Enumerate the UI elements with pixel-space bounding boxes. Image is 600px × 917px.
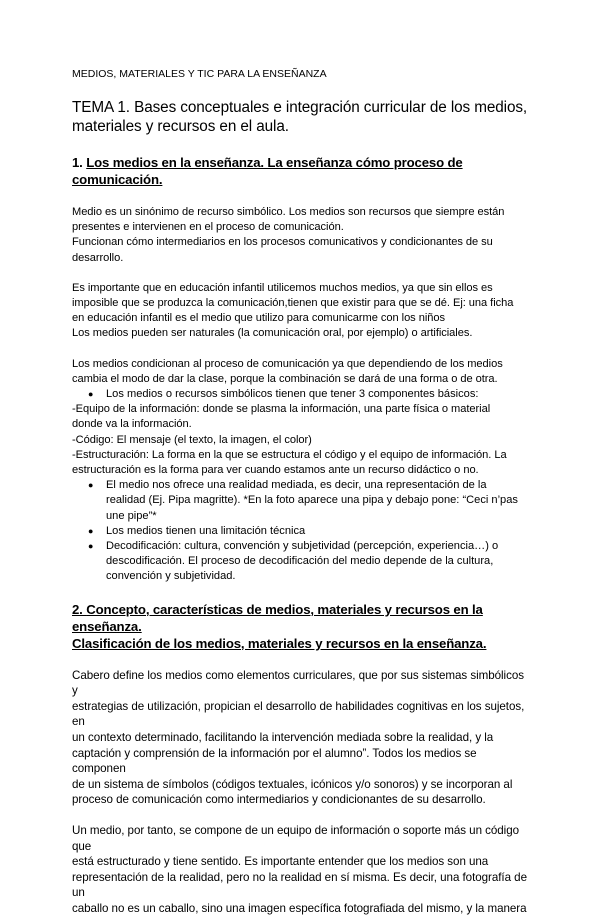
- text-line: une pipe”*: [106, 509, 157, 522]
- document-title: MEDIOS, MATERIALES Y TIC PARA LA ENSEÑANZA: [72, 68, 327, 80]
- bullet-icon: ●: [88, 541, 94, 552]
- tema-heading: [72, 98, 532, 136]
- text-line: donde va la información.: [72, 418, 192, 431]
- text-line: Un medio, por tanto, se compone de un equipo de información o soporte más un código que: [72, 824, 519, 853]
- section-2-title-line-2: Clasificación de los medios, materiales y recursos en la enseñanza.: [72, 635, 487, 651]
- text-line: un contexto determinado, facilitando la intervención mediada sobre la realidad, y la: [72, 731, 494, 745]
- text-line: descodificación. El proceso de decodificación del medio depende de la cultura,: [106, 555, 494, 568]
- text-line: Los medios pueden ser naturales (la comunicación oral, por ejemplo) o artificiales.: [72, 327, 473, 340]
- text-line: caballo no es un caballo, sino una imagen específica fotografiada del mismo, y la manera: [72, 901, 527, 915]
- section-2-paragraph-2: [72, 823, 532, 917]
- text-line: estructuración es la forma para ver cuando estamos ante un recurso didáctico o no.: [72, 464, 479, 477]
- text-line: El medio nos ofrece una realidad mediada, es decir, una representación de la: [106, 479, 487, 492]
- text-line: en educación infantil es el medio que utilizo para comunicarme con los niños: [72, 312, 445, 325]
- section-1-heading: [72, 154, 532, 188]
- section-1-paragraph-3: [72, 357, 532, 387]
- text-line: Cabero define los medios como elementos curriculares, que por sus sistemas simbólicos y: [72, 668, 524, 698]
- text-line: representación de la realidad, pero no la realidad en sí misma. Es decir, una fotografía de un: [72, 870, 527, 900]
- text-line: de un sistema de símbolos (códigos textuales, icónicos y/o sonoros) y se incorporan al: [72, 777, 513, 791]
- text-line: Los medios condicionan al proceso de comunicación ya que dependiendo de los medios: [72, 357, 503, 370]
- text-line: está estructurado y tiene sentido. Es importante entender que los medios son una: [72, 855, 489, 869]
- text-line: presentes e intervienen en el proceso de comunicación.: [72, 221, 344, 234]
- text-line: -Estructuración: La forma en la que se estructura el código y el equipo de información. La: [72, 448, 507, 461]
- text-line: estrategias de utilización, propician el desarrollo de habilidades cognitivas en los sujetos, en: [72, 699, 525, 729]
- list-item: [72, 539, 532, 585]
- text-line: -Equipo de la información: donde se plasma la información, una parte física o material: [72, 403, 491, 416]
- text-line: proceso de comunicación como intermediarios y condicionantes de su desarrollo.: [72, 793, 486, 807]
- section-2-heading: [72, 601, 532, 652]
- text-line: -Código: El mensaje (el texto, la imagen, el color): [72, 433, 312, 446]
- document-page: [72, 64, 532, 917]
- text-line: Decodificación: cultura, convención y subjetividad (percepción, experiencia…) o: [106, 540, 499, 553]
- text-line: convención y subjetividad.: [106, 570, 236, 583]
- components-bullet-list: [72, 387, 532, 402]
- list-item: [72, 478, 532, 524]
- section-2-title-line-1: Concepto, características de medios, materiales y recursos en la enseñanza.: [72, 601, 483, 634]
- text-line: desarrollo.: [72, 251, 124, 264]
- section-2-number: 2.: [72, 601, 87, 617]
- section-1-paragraph-2: [72, 281, 532, 342]
- section-2-paragraph-1: [72, 668, 532, 808]
- components-paragraph: [72, 402, 532, 478]
- text-line: cambia el modo de dar la clase, porque la combinación se dará de una forma o de otra.: [72, 372, 498, 385]
- tema-line-2: materiales y recursos en el aula.: [72, 118, 289, 135]
- text-line: Es importante que en educación infantil utilicemos muchos medios, ya que sin ellos es: [72, 281, 493, 294]
- tema-line-1: TEMA 1. Bases conceptuales e integración curricular de los medios,: [72, 99, 528, 116]
- text-line: Los medios tienen una limitación técnica: [106, 524, 306, 537]
- characteristics-bullet-list: [72, 478, 532, 584]
- bullet-icon: ●: [88, 389, 94, 400]
- section-1-paragraph-1: [72, 205, 532, 266]
- text-line: Funcionan cómo intermediarios en los procesos comunicativos y condicionantes de su: [72, 236, 493, 249]
- bullet-icon: ●: [88, 480, 94, 491]
- section-1-number: 1.: [72, 155, 87, 170]
- text-line: captación y comprensión de la información por el alumno”. Todos los medios se componen: [72, 746, 477, 776]
- text-line: imposible que se produzca la comunicación,tienen que existir para que se dé. Ej: una ficha: [72, 297, 514, 310]
- text-line: realidad (Ej. Pipa magritte). *En la foto aparece una pipa y debajo pone: “Ceci n’pas: [106, 494, 518, 507]
- section-1-title: Los medios en la enseñanza. La enseñanza cómo proceso de comunicación.: [72, 155, 463, 187]
- list-item-text: Los medios o recursos simbólicos tienen que tener 3 componentes básicos:: [106, 388, 479, 401]
- list-item: [72, 387, 532, 402]
- text-line: Medio es un sinónimo de recurso simbólico. Los medios son recursos que siempre están: [72, 206, 505, 218]
- bullet-icon: ●: [88, 525, 94, 536]
- list-item: [72, 524, 532, 539]
